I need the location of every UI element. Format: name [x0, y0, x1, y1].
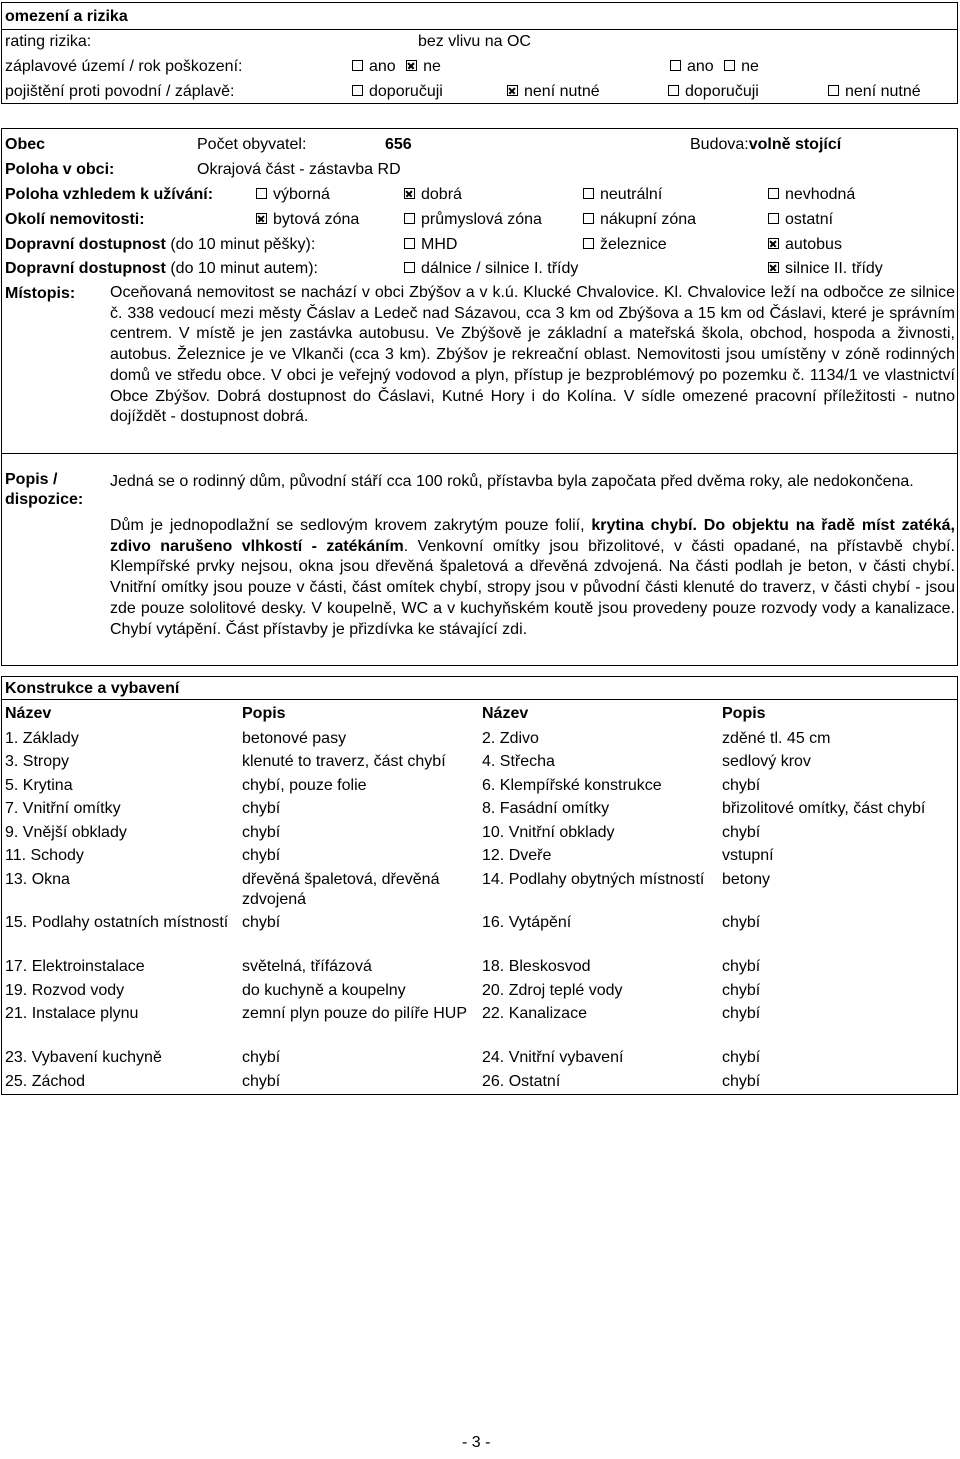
popis-label-1: Popis / — [5, 471, 58, 488]
flood-ne-checkbox-b[interactable] — [724, 60, 735, 71]
table-cell-description: vstupní — [722, 847, 774, 864]
table-cell-description: chybí — [722, 982, 761, 999]
surroundings-opt-3 — [583, 210, 696, 229]
table-cell-name: 9. Vnější obklady — [5, 824, 127, 841]
position-value: Okrajová část - zástavba RD — [197, 161, 401, 178]
surroundings-checkbox-4[interactable] — [768, 213, 779, 224]
transport-walk-label — [5, 235, 315, 254]
table-cell-name: 3. Stropy — [5, 753, 70, 770]
table-cell-name: 23. Vybavení kuchyně — [5, 1049, 162, 1066]
table-cell-description: chybí — [242, 847, 281, 864]
flood-options-b — [670, 57, 759, 76]
table-cell-description: betony — [722, 871, 771, 888]
table-cell-description: zděné tl. 45 cm — [722, 730, 831, 747]
usage-checkbox-1[interactable] — [256, 188, 267, 199]
building-info — [690, 135, 841, 154]
transport-walk-checkbox-3[interactable] — [768, 238, 779, 249]
building-value: volně stojící — [748, 136, 842, 153]
table-cell-description: klenuté to traverz, část chybí — [242, 753, 446, 770]
usage-checkbox-3[interactable] — [583, 188, 594, 199]
insurance-checkbox-4[interactable] — [828, 85, 839, 96]
table-cell-name: 8. Fasádní omítky — [482, 800, 610, 817]
transport-car-opt-2 — [768, 259, 883, 278]
popis-paragraph-1: Jedná se o rodinný dům, původní stáří cca 100 roků, přístavba byla započata před dvěma roky, ale nedokončena. — [110, 473, 914, 490]
table-header-1: Název — [5, 705, 52, 722]
surroundings-opt-2 — [404, 210, 542, 229]
flood-ano-label: ano — [369, 58, 396, 75]
insurance-checkbox-2[interactable] — [507, 85, 518, 96]
table-cell-description: chybí, pouze folie — [242, 777, 367, 794]
table-cell-name: 6. Klempířské konstrukce — [482, 777, 662, 794]
table-cell-name: 13. Okna — [5, 871, 70, 888]
table-cell-description: chybí — [722, 777, 761, 794]
flood-ano-label-b: ano — [687, 58, 714, 75]
surroundings-opt-4 — [768, 210, 833, 229]
table-header-3: Název — [482, 705, 529, 722]
transport-car-label-2: silnice II. třídy — [785, 260, 883, 277]
table-cell-description: chybí — [722, 914, 761, 931]
transport-car-checkbox-2[interactable] — [768, 262, 779, 273]
usage-opt-2 — [404, 185, 462, 204]
table-cell-name: 19. Rozvod vody — [5, 982, 125, 999]
transport-walk-label-bold: Dopravní dostupnost — [5, 236, 166, 253]
table-cell-name: 26. Ostatní — [482, 1073, 561, 1090]
table-cell-description: chybí — [722, 1049, 761, 1066]
population-value: 656 — [385, 136, 412, 153]
flood-ne-label: ne — [423, 58, 441, 75]
flood-ne-checkbox[interactable] — [406, 60, 417, 71]
table-cell-name: 1. Základy — [5, 730, 79, 747]
table-cell-description: chybí — [242, 824, 281, 841]
transport-walk-opt-2 — [583, 235, 667, 254]
table-cell-name: 7. Vnitřní omítky — [5, 800, 121, 817]
page-number: - 3 - — [462, 1434, 491, 1451]
usage-label-1: výborná — [273, 186, 330, 203]
table-cell-description: chybí — [242, 1049, 281, 1066]
table-cell-description: sedlový krov — [722, 753, 811, 770]
transport-walk-checkbox-2[interactable] — [583, 238, 594, 249]
transport-walk-label-rest: (do 10 minut pěšky): — [165, 236, 316, 253]
popis-label-2: dispozice: — [5, 491, 84, 508]
risks-divider — [1, 29, 958, 30]
surroundings-checkbox-2[interactable] — [404, 213, 415, 224]
insurance-label-3: doporučuji — [685, 83, 759, 100]
table-cell-name: 17. Elektroinstalace — [5, 958, 145, 975]
table-cell-name: 11. Schody — [5, 847, 84, 864]
usage-label: Poloha vzhledem k užívání: — [5, 186, 214, 203]
location-divider — [1, 453, 958, 454]
usage-opt-1 — [256, 185, 330, 204]
table-cell-name: 20. Zdroj teplé vody — [482, 982, 623, 999]
surroundings-label-1: bytová zóna — [273, 211, 360, 228]
insurance-opt-1 — [352, 82, 443, 101]
transport-car-checkbox-1[interactable] — [404, 262, 415, 273]
table-cell-description: světelná, třífázová — [242, 958, 372, 975]
popis-p2-part-b: krytina chybí. Do objektu na řadě míst zatéká, zdivo narušeno vlhkostí - zatékáním — [110, 517, 955, 555]
insurance-label-1: doporučuji — [369, 83, 443, 100]
obec-label: Obec — [5, 136, 46, 153]
flood-options-a — [352, 57, 441, 76]
risks-title: omezení a rizika — [5, 8, 128, 25]
usage-label-4: nevhodná — [785, 186, 856, 203]
rating-value: bez vlivu na OC — [418, 33, 531, 50]
usage-opt-3 — [583, 185, 662, 204]
transport-walk-label-2: železnice — [600, 236, 667, 253]
table-cell-name: 16. Vytápění — [482, 914, 572, 931]
table-cell-description: zemní plyn pouze do pilíře HUP — [242, 1005, 467, 1022]
position-label: Poloha v obci: — [5, 161, 115, 178]
surroundings-label-2: průmyslová zóna — [421, 211, 542, 228]
table-cell-name: 15. Podlahy ostatních místností — [5, 914, 229, 931]
construction-title: Konstrukce a vybavení — [5, 680, 180, 697]
table-header-4: Popis — [722, 705, 766, 722]
table-cell-name: 24. Vnitřní vybavení — [482, 1049, 624, 1066]
table-cell-description: chybí — [722, 1073, 761, 1090]
transport-car-label — [5, 259, 318, 278]
popis-p2-part-a: Dům je jednopodlažní se sedlovým krovem zakrytým pouze folií, — [110, 517, 592, 534]
construction-title-divider — [1, 699, 958, 700]
table-cell-name: 4. Střecha — [482, 753, 555, 770]
table-cell-description: chybí — [722, 1005, 761, 1022]
usage-opt-4 — [768, 185, 855, 204]
flood-ano-checkbox[interactable] — [352, 60, 363, 71]
table-cell-name: 22. Kanalizace — [482, 1005, 587, 1022]
surroundings-checkbox-3[interactable] — [583, 213, 594, 224]
usage-checkbox-4[interactable] — [768, 188, 779, 199]
flood-ne-label-b: ne — [741, 58, 759, 75]
transport-walk-label-3: autobus — [785, 236, 842, 253]
popis-p2-part-c: . Venkovní omítky jsou břizolitové, v části opadané, na přístavbě chybí. Klempířské prvky nejsou, okna jsou dřevěná špaletová a dřevěná zdvojená. Na části podlah je beton, v části chybí. Vnitřní omítky jsou pouze v části, část omítek chybí, stropy jsou v původní části klenuté do traverz, v části chybí - jsou zde pouze sololitové desky. V koupelně, WC a v kuchyňském koutě jsou provedeny pouze rozvody vody a kanalizace. Chybí vytápění. Část přístavby je přizdívka ke stávající zdi. — [110, 537, 955, 638]
insurance-checkbox-3[interactable] — [668, 85, 679, 96]
mistopis-label: Místopis: — [5, 285, 76, 302]
mistopis-text: Oceňovaná nemovitost se nachází v obci Zbýšov a v k.ú. Klucké Chvalovice. Kl. Chvalovice leží na odbočce ze silnice č. 338 vedoucí mezi městy Čáslav a Ledeč nad Sázavou, cca 3 km od Zbýšova a 15 km od Čáslavi, které je správním centrem. V místě je jen zastávka autobusu. Ve Zbýšově je základní a mateřská škola, obchod, hospoda a živnosti, autobus. Železnice je ve Vlkanči (cca 3 km). Zbýšov je rekreační oblast. Nemovitosti jsou umístěny v zóně rodinných domů ve středu obce. V obci je veřejný vodovod a plyn, přístup je bezproblémový po pozemku č. 1134/1 ve vlastnictví Obce Zbýšov. Dobrá dostupnost do Čáslavi, Kutné Hory i do Kolína. V sídle omezené pracovní příležitosti - nutno dojíždět - dostupnost dobrá. — [110, 284, 955, 426]
table-cell-name: 10. Vnitřní obklady — [482, 824, 615, 841]
usage-label-3: neutrální — [600, 186, 663, 203]
insurance-checkbox-1[interactable] — [352, 85, 363, 96]
population-label: Počet obyvatel: — [197, 136, 307, 153]
table-cell-description: břizolitové omítky, část chybí — [722, 800, 926, 817]
table-cell-name: 14. Podlahy obytných místností — [482, 871, 705, 888]
transport-car-label-rest: (do 10 minut autem): — [165, 260, 318, 277]
table-cell-name: 2. Zdivo — [482, 730, 539, 747]
building-label: Budova: — [690, 136, 749, 153]
table-cell-name: 21. Instalace plynu — [5, 1005, 139, 1022]
table-cell-description: chybí — [242, 1073, 281, 1090]
insurance-opt-3 — [668, 82, 759, 101]
transport-car-label-bold: Dopravní dostupnost — [5, 260, 166, 277]
usage-checkbox-2[interactable] — [404, 188, 415, 199]
rating-label: rating rizika: — [5, 33, 92, 50]
popis-paragraph-2 — [110, 516, 955, 640]
table-cell-description: chybí — [722, 824, 761, 841]
table-cell-name: 18. Bleskosvod — [482, 958, 591, 975]
table-cell-name: 25. Záchod — [5, 1073, 86, 1090]
surroundings-label: Okolí nemovitosti: — [5, 211, 145, 228]
transport-walk-checkbox-1[interactable] — [404, 238, 415, 249]
table-cell-name: 12. Dveře — [482, 847, 552, 864]
flood-ano-checkbox-b[interactable] — [670, 60, 681, 71]
insurance-opt-2 — [507, 82, 600, 101]
transport-walk-label-1: MHD — [421, 236, 458, 253]
table-header-2: Popis — [242, 705, 286, 722]
transport-car-label-1: dálnice / silnice I. třídy — [421, 260, 579, 277]
table-cell-description: betonové pasy — [242, 730, 347, 747]
surroundings-checkbox-1[interactable] — [256, 213, 267, 224]
transport-walk-opt-1 — [404, 235, 457, 254]
insurance-label-2: není nutné — [524, 83, 600, 100]
table-cell-description: dřevěná špaletová, dřevěná zdvojená — [242, 871, 440, 908]
flood-label: záplavové území / rok poškození: — [5, 58, 243, 75]
table-cell-description: chybí — [722, 958, 761, 975]
transport-car-opt-1 — [404, 259, 578, 278]
transport-walk-opt-3 — [768, 235, 842, 254]
surroundings-label-3: nákupní zóna — [600, 211, 697, 228]
insurance-opt-4 — [828, 82, 921, 101]
insurance-label-4: není nutné — [845, 83, 921, 100]
table-cell-description: chybí — [242, 800, 281, 817]
insurance-label: pojištění proti povodní / záplavě: — [5, 83, 235, 100]
table-cell-description: chybí — [242, 914, 281, 931]
surroundings-label-4: ostatní — [785, 211, 834, 228]
table-cell-description: do kuchyně a koupelny — [242, 982, 406, 999]
table-cell-name: 5. Krytina — [5, 777, 73, 794]
surroundings-opt-1 — [256, 210, 359, 229]
usage-label-2: dobrá — [421, 186, 462, 203]
